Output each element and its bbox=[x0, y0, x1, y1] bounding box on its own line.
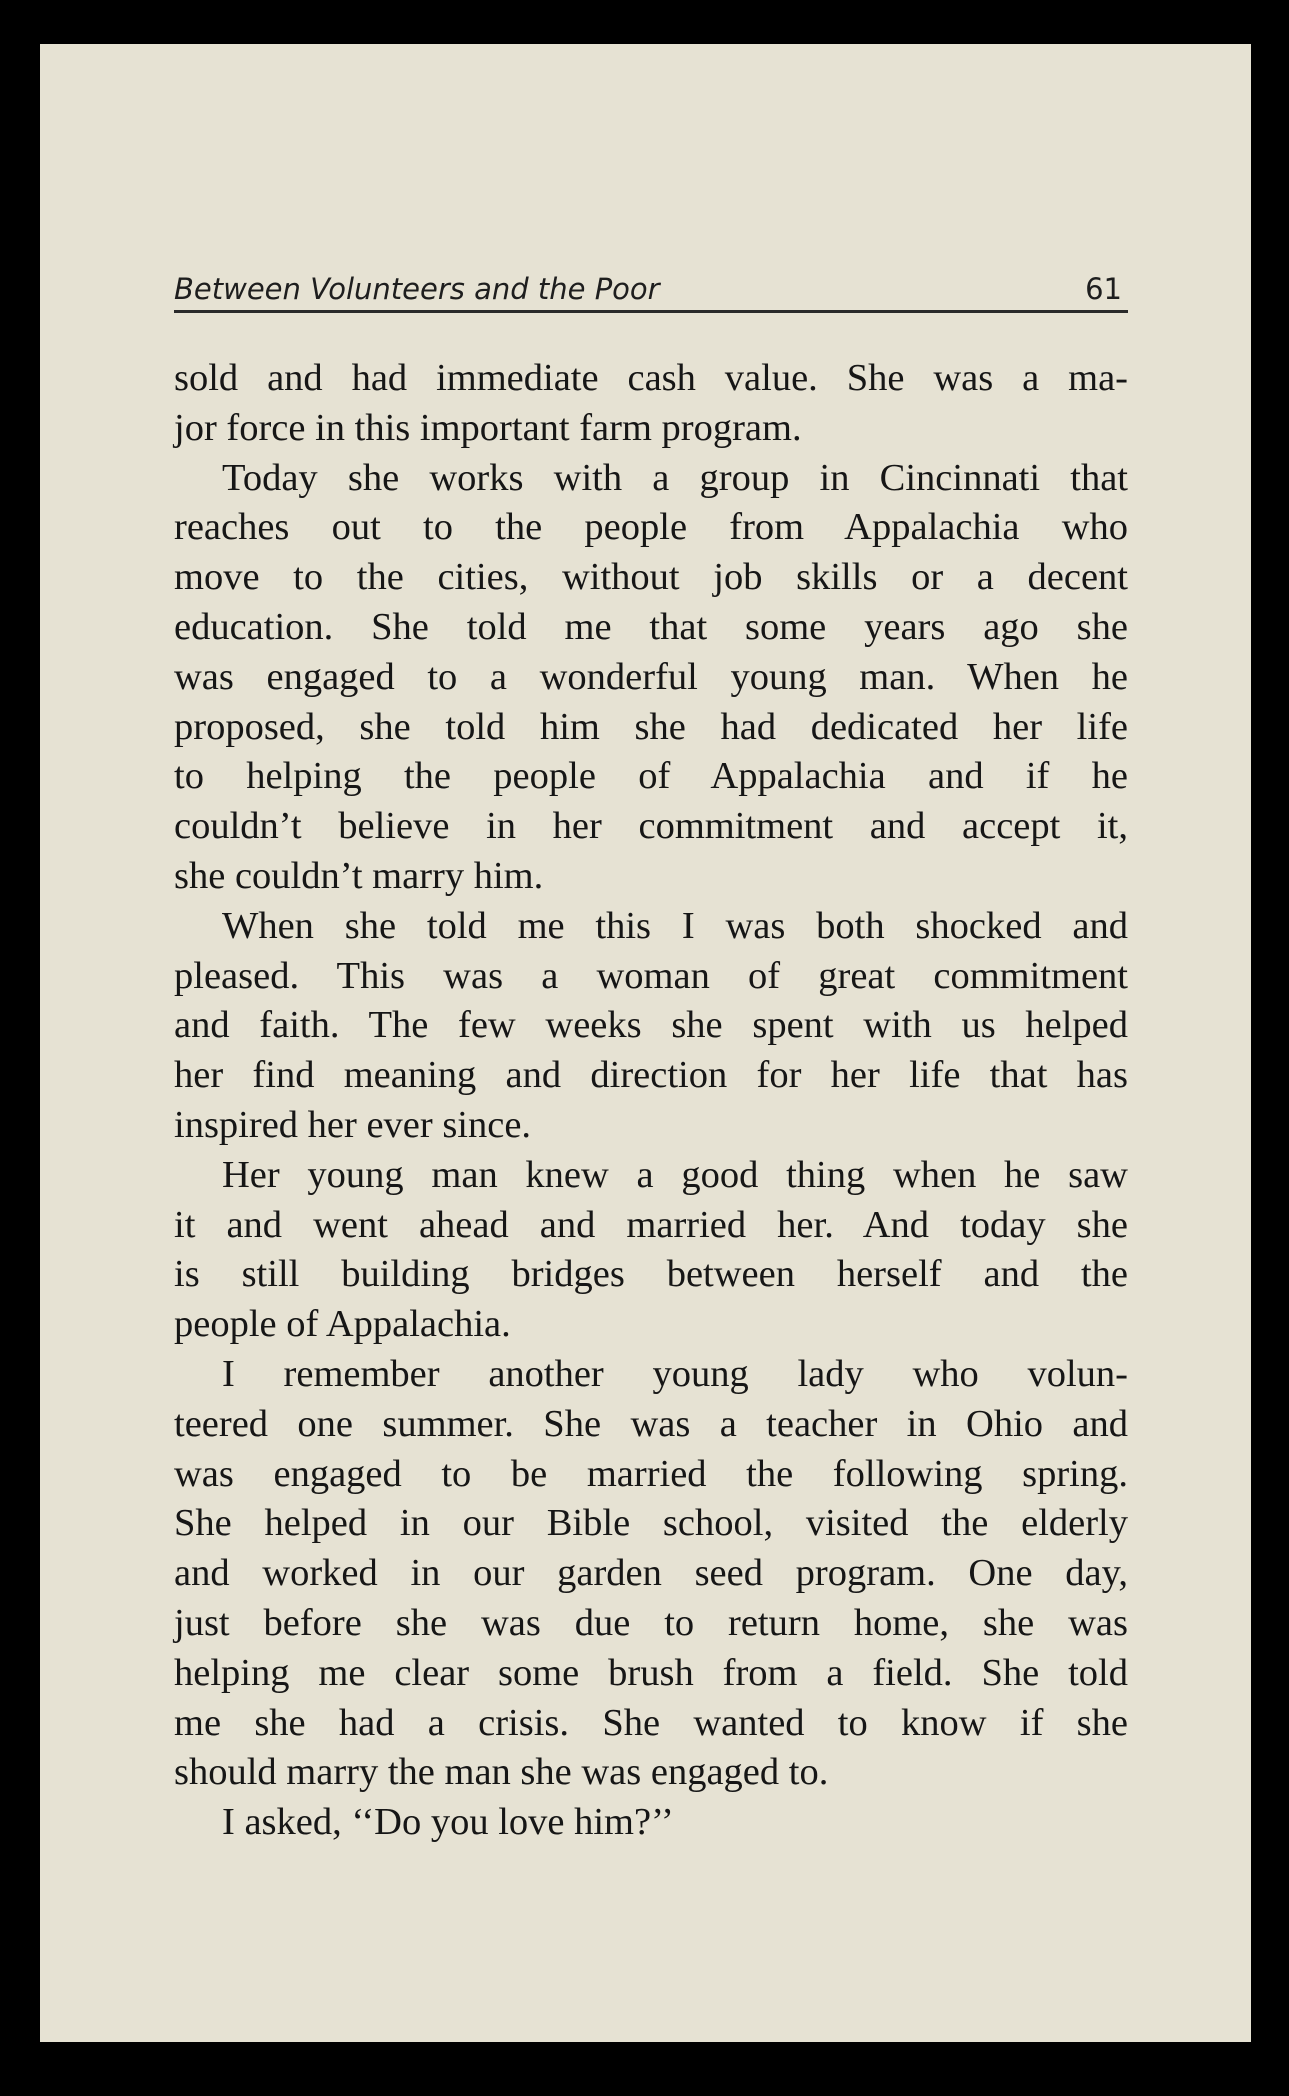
text-line: just before she was due to return home, she was bbox=[174, 1601, 1128, 1644]
text-line: should marry the man she was engaged to. bbox=[174, 1751, 829, 1794]
text-line: I remember another young lady who volun- bbox=[222, 1352, 1128, 1395]
text-line: proposed, she told him she had dedicated her life bbox=[174, 705, 1128, 748]
page-number: 61 bbox=[1085, 272, 1122, 306]
text-line: to helping the people of Appalachia and if he bbox=[174, 755, 1128, 798]
text-line: and faith. The few weeks she spent with us helped bbox=[174, 1004, 1128, 1047]
text-line: helping me clear some brush from a field. She told bbox=[174, 1651, 1128, 1694]
text-line: she couldn’t marry him. bbox=[174, 854, 544, 897]
text-line: me she had a crisis. She wanted to know if she bbox=[174, 1701, 1128, 1744]
text-line: couldn’t believe in her commitment and accept it, bbox=[174, 805, 1128, 848]
body-text bbox=[174, 354, 1128, 1848]
text-line: move to the cities, without job skills or a decent bbox=[174, 556, 1128, 599]
text-line: education. She told me that some years ago she bbox=[174, 605, 1128, 648]
text-line: was engaged to be married the following spring. bbox=[174, 1452, 1128, 1495]
text-line: sold and had immediate cash value. She was a ma- bbox=[174, 357, 1128, 399]
text-line: it and went ahead and married her. And today she bbox=[174, 1203, 1128, 1246]
text-line: reaches out to the people from Appalachia who bbox=[174, 506, 1128, 549]
text-line: her find meaning and direction for her life that has bbox=[174, 1054, 1128, 1097]
text-line: pleased. This was a woman of great commitment bbox=[174, 954, 1128, 997]
text-line: She helped in our Bible school, visited the elderly bbox=[174, 1502, 1128, 1545]
text-line: I asked, ‘‘Do you love him?’’ bbox=[222, 1801, 674, 1844]
text-line: jor force in this important farm program. bbox=[174, 406, 802, 449]
running-head bbox=[174, 264, 1128, 313]
text-line: teered one summer. She was a teacher in Ohio and bbox=[174, 1402, 1128, 1445]
text-line: and worked in our garden seed program. One day, bbox=[174, 1552, 1128, 1595]
text-line: was engaged to a wonderful young man. When he bbox=[174, 655, 1128, 698]
text-line: Today she works with a group in Cincinnati that bbox=[222, 456, 1128, 499]
text-line: Her young man knew a good thing when he saw bbox=[222, 1153, 1128, 1196]
running-head-title: Between Volunteers and the Poor bbox=[174, 272, 660, 306]
text-line: people of Appalachia. bbox=[174, 1303, 511, 1346]
text-line: inspired her ever since. bbox=[174, 1103, 532, 1146]
text-line: When she told me this I was both shocked and bbox=[222, 904, 1128, 947]
text-line: is still building bridges between herself and the bbox=[174, 1253, 1128, 1296]
